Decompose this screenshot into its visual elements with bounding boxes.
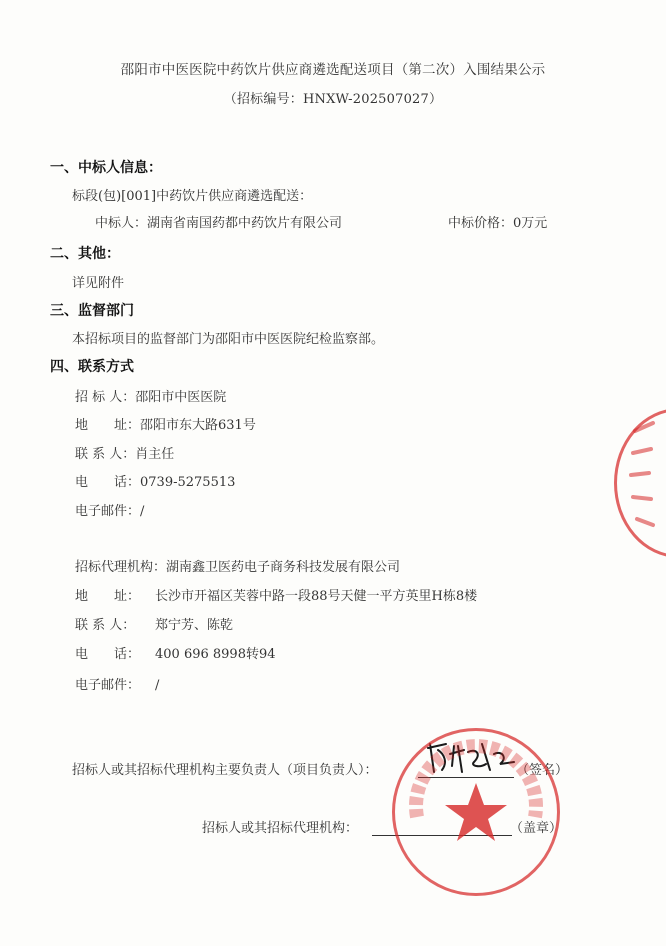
- tenderer-address-line: [75, 414, 256, 433]
- signature-org-suffix: （盖章）: [510, 821, 563, 836]
- winner-label: 中标人：: [95, 216, 148, 231]
- price-label: 中标价格：: [448, 216, 514, 231]
- tenderer-name-line: [75, 386, 226, 405]
- agency-contact-label: 联 系 人：: [75, 618, 136, 633]
- winner-line: [95, 212, 342, 231]
- agency-phone-value: 400 696 8998转94: [155, 647, 276, 662]
- partial-seal-pattern: [623, 413, 666, 553]
- tenderer-name-value: 邵阳市中医医院: [135, 390, 227, 405]
- tenderer-address-label: 地 址：: [75, 418, 141, 433]
- signature-org-label: 招标人或其招标代理机构：: [202, 821, 359, 836]
- other-text: 详见附件: [72, 276, 125, 291]
- section-winner-heading: 一、中标人信息：: [50, 160, 162, 176]
- section-contact-heading: 四、联系方式: [50, 359, 134, 375]
- tenderer-phone-line: [75, 471, 235, 490]
- tenderer-email-value: /: [140, 504, 145, 519]
- agency-phone-label: 电 话：: [75, 647, 141, 662]
- agency-phone-line: [75, 643, 276, 662]
- agency-address-value: 长沙市开福区芙蓉中路一段88号天健一平方英里H栋8楼: [155, 589, 478, 604]
- seal-star-icon: [395, 731, 557, 893]
- supervision-text: 本招标项目的监督部门为邵阳市中医医院纪检监察部。: [72, 332, 385, 347]
- winner-value: 湖南省南国药都中药饮片有限公司: [147, 216, 343, 231]
- tenderer-address-value: 邵阳市东大路631号: [140, 418, 256, 433]
- tenderer-email-line: [75, 500, 144, 519]
- price-value: 0万元: [513, 216, 548, 231]
- agency-email-value: /: [155, 678, 160, 693]
- tenderer-name-label: 招 标 人：: [75, 390, 136, 405]
- price-line: [448, 212, 547, 231]
- agency-name-value: 湖南鑫卫医药电子商务科技发展有限公司: [166, 560, 401, 575]
- agency-contact-line: [75, 614, 233, 633]
- signature-person-label: 招标人或其招标代理机构主要负责人（项目负责人）：: [72, 763, 378, 778]
- agency-address-line: [75, 585, 477, 604]
- lot-line: 标段(包)[001]中药饮片供应商遴选配送：: [72, 189, 313, 204]
- company-seal-stamp: [392, 728, 563, 896]
- tenderer-email-label: 电子邮件：: [75, 504, 141, 519]
- agency-email-label: 电子邮件：: [75, 678, 141, 693]
- tenderer-phone-label: 电 话：: [75, 475, 141, 490]
- agency-email-line: [75, 674, 159, 693]
- tenderer-contact-value: 肖主任: [135, 447, 175, 462]
- section-supervision-heading: 三、监督部门: [50, 303, 134, 319]
- signature-person-suffix: （签名）: [516, 763, 569, 778]
- tenderer-contact-label: 联 系 人：: [75, 447, 136, 462]
- agency-name-label: 招标代理机构：: [75, 560, 167, 575]
- agency-address-label: 地 址：: [75, 589, 141, 604]
- agency-name-line: [75, 556, 400, 575]
- partial-seal-stamp: [614, 408, 666, 558]
- agency-contact-value: 郑宁芳、陈乾: [155, 618, 234, 633]
- document-title: 邵阳市中医医院中药饮片供应商遴选配送项目（第二次）入围结果公示: [120, 62, 546, 78]
- section-other-heading: 二、其他：: [50, 246, 120, 262]
- tenderer-contact-line: [75, 443, 174, 462]
- tenderer-phone-value: 0739-5275513: [140, 475, 236, 490]
- bid-number: （招标编号：HNXW-202507027）: [223, 92, 443, 107]
